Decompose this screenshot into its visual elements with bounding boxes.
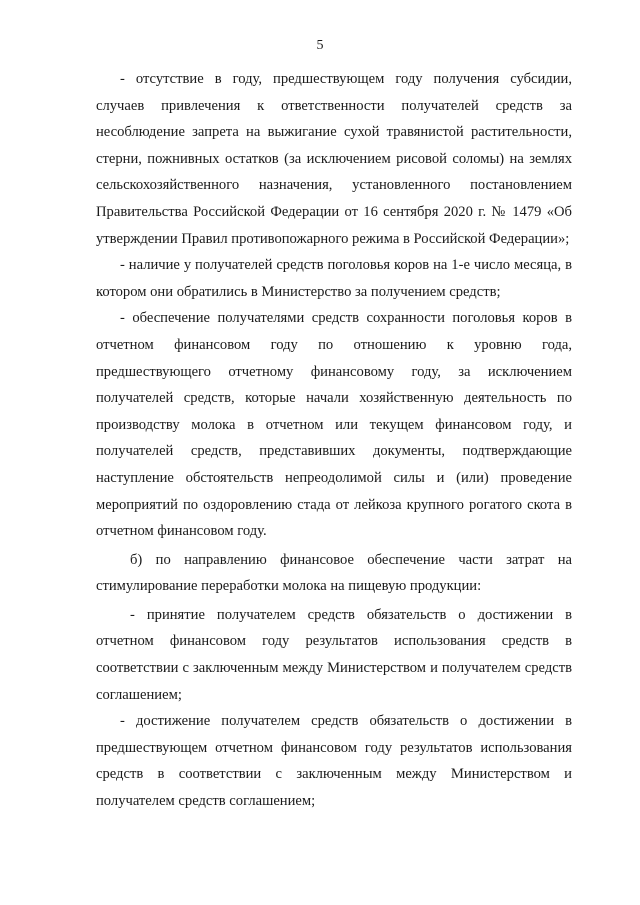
paragraph-cow-livestock: - наличие у получателей средств поголовья коров на 1-е число месяца, в котором они обратились в Министерство за получением средств; (96, 257, 572, 300)
paragraph-obligation-achievement: - достижение получателем средств обязательств о достижении в предшествующем отчетном финансовом году результатов использования средств в соответствии с заключенным между Министерством и получателем средств соглашением; (96, 713, 572, 810)
paragraph-section-b: б) по направлению финансовое обеспечение части затрат на стимулирование переработки молока на пищевую продукции: (96, 551, 572, 595)
page-number: 5 (316, 38, 324, 53)
paragraph-livestock-preservation: - обеспечение получателями средств сохранности поголовья коров в отчетном финансовом году по отношению к уровню года, предшествующего отчетному финансовому году, за исключением получателей средств, которые начали хозяйственную деятельность по производству молока в отчетном или текущем финансовом году, и получателей средств, представивших документы, подтверждающие наступление обстоятельств непреодолимой силы и (или) проведение мероприятий по оздоровлению стада от лейкоза крупного рогатого скота в отчетном финансовом году. (96, 310, 572, 540)
paragraph-obligation-acceptance: - принятие получателем средств обязательств о достижении в отчетном финансовом году результатов использования средств в соответствии с заключенным между Министерством и получателем средств соглашением; (96, 606, 572, 703)
paragraph-fire-ban-compliance: - отсутствие в году, предшествующем году получения субсидии, случаев привлечения к ответственности получателей средств за несоблюдение запрета на выжигание сухой травянистой растительности, стерни, пожнивных остатков (за исключением рисовой соломы) на землях сельскохозяйственного назначения, установленного постановлением Правительства Российской Федерации от 16 сентября 2020 г. № 1479 «Об утверждении Правил противопожарного режима в Российской Федерации»; (96, 71, 572, 247)
body-text (96, 66, 572, 815)
